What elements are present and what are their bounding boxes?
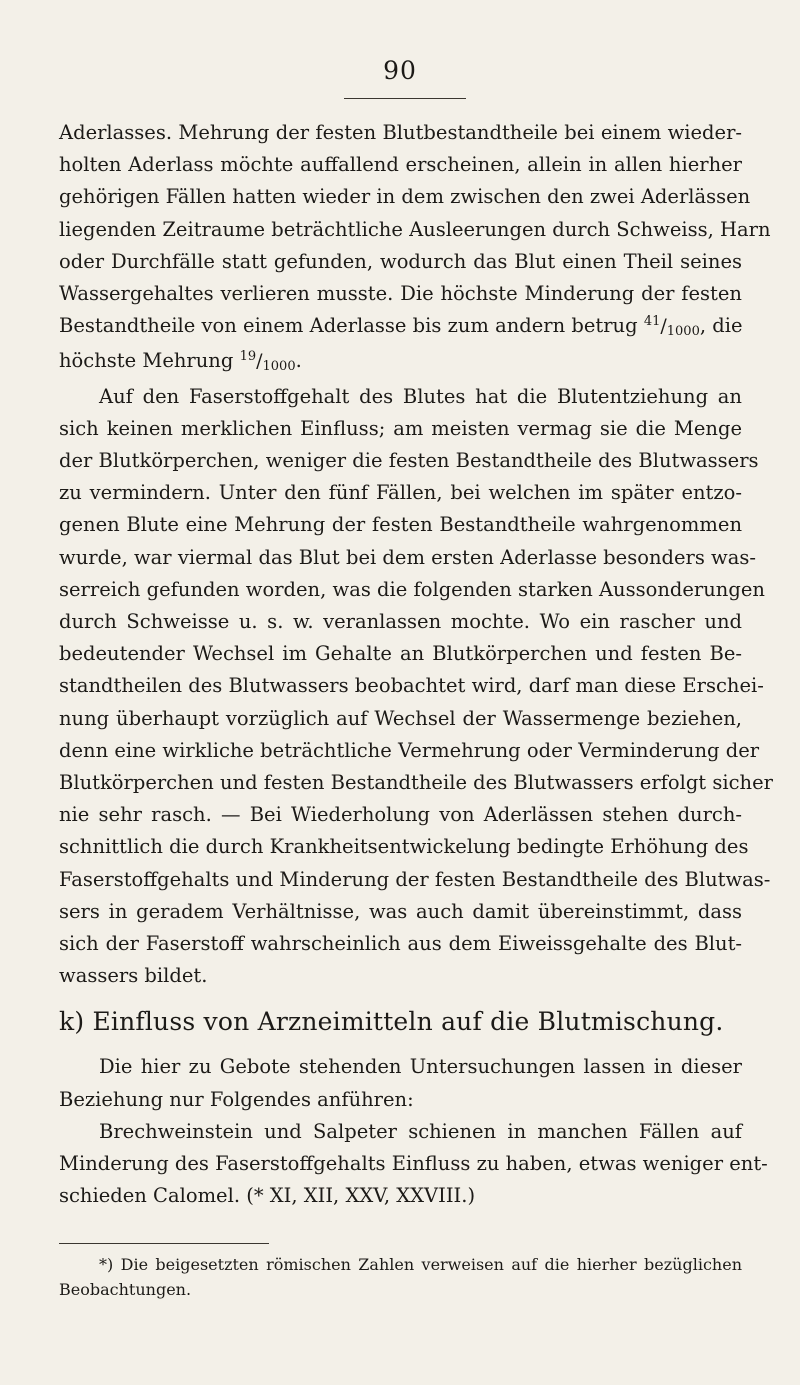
text-line: bedeutender Wechsel im Gehalte an Blutkörperchen und festen Be-: [59, 642, 742, 666]
text-line: gehörigen Fällen hatten wieder in dem zwischen den zwei Aderlässen: [59, 185, 751, 209]
text-line: oder Durchfälle statt gefunden, wodurch das Blut einen Theil seines: [59, 249, 742, 273]
paragraph-2: [59, 381, 773, 993]
text-line: liegenden Zeitraume beträchtliche Ausleerungen durch Schweiss, Harn: [59, 217, 771, 241]
text-line: genen Blute eine Mehrung der festen Bestandtheile wahrgenommen: [59, 513, 742, 537]
footnote-line: Beobachtungen.: [59, 1280, 192, 1299]
text-line: wassers bildet.: [59, 964, 208, 988]
line-text: Bestandtheile von einem Aderlasse bis zum andern betrug: [59, 314, 638, 338]
header-rule: [344, 98, 466, 99]
text-line: serreich gefunden worden, was die folgenden starken Aussonderungen: [59, 577, 765, 601]
text-line: standtheilen des Blutwassers beobachtet wird, darf man diese Erschei-: [59, 674, 764, 698]
text-line: denn eine wirkliche beträchtliche Vermehrung oder Verminderung der: [59, 738, 760, 762]
text-line: sers in geradem Verhältnisse, was auch damit übereinstimmt, dass: [59, 899, 742, 923]
paragraph-4: [59, 1116, 768, 1213]
page-number: 90: [383, 56, 417, 85]
text-line: nung überhaupt vorzüglich auf Wechsel der Wassermenge beziehen,: [59, 706, 742, 730]
fraction-numerator: 41: [643, 314, 661, 330]
text-line: Beziehung nur Folgendes anführen:: [59, 1087, 414, 1111]
text-line: holten Aderlass möchte auffallend erscheinen, allein in allen hierher: [59, 153, 742, 177]
fraction: 41/1000: [643, 314, 700, 340]
text-line: sich der Faserstoff wahrscheinlich aus dem Eiweissgehalte des Blut-: [59, 932, 742, 956]
line-tail: , die: [699, 314, 743, 338]
text-line: durch Schweisse u. s. w. veranlassen mochte. Wo ein rascher und: [59, 610, 742, 634]
text-line: Die hier zu Gebote stehenden Untersuchungen lassen in dieser: [99, 1055, 742, 1079]
text-line: Minderung des Faserstoffgehalts Einfluss zu haben, etwas weniger ent-: [59, 1152, 768, 1176]
fraction: 19/1000: [239, 349, 296, 375]
text-line: schnittlich die durch Krankheitsentwickelung bedingte Erhöhung des: [59, 835, 749, 859]
footnote: [59, 1252, 742, 1302]
text-line: nie sehr rasch. — Bei Wiederholung von Aderlässen stehen durch-: [59, 803, 742, 827]
text-line: [59, 345, 742, 380]
text-line: [59, 310, 742, 345]
paragraph-1: [59, 117, 771, 381]
text-line: sich keinen merklichen Einfluss; am meisten vermag sie die Menge: [59, 416, 742, 440]
footnote-line: *) Die beigesetzten römischen Zahlen verweisen auf die hierher bezüglichen: [99, 1255, 742, 1274]
footnote-rule: [59, 1243, 269, 1244]
text-line: Blutkörperchen und festen Bestandtheile des Blutwassers erfolgt sicher: [59, 771, 773, 795]
fraction-denominator: 1000: [666, 324, 700, 340]
line-text: höchste Mehrung: [59, 349, 234, 373]
section-heading: k) Einfluss von Arzneimitteln auf die Blutmischung.: [59, 1007, 724, 1037]
text-line: Aderlasses. Mehrung der festen Blutbestandtheile bei einem wieder-: [59, 121, 742, 144]
fraction-denominator: 1000: [262, 359, 296, 375]
line-tail: .: [295, 349, 302, 373]
text-line: schieden Calomel. (* XI, XII, XXV, XXVIII.): [59, 1184, 476, 1208]
text-line: wurde, war viermal das Blut bei dem ersten Aderlasse besonders was-: [59, 545, 756, 569]
text-line: zu vermindern. Unter den fünf Fällen, bei welchen im später entzo-: [59, 481, 742, 505]
text-line: der Blutkörperchen, weniger die festen Bestandtheile des Blutwassers: [59, 449, 759, 473]
paragraph-3: [59, 1051, 742, 1115]
text-line: Faserstoffgehalts und Minderung der festen Bestandtheile des Blutwas-: [59, 867, 771, 891]
fraction-numerator: 19: [239, 349, 257, 365]
body-text: [59, 117, 773, 1213]
text-line: Auf den Faserstoffgehalt des Blutes hat die Blutentziehung an: [99, 384, 742, 408]
text-line: Brechweinstein und Salpeter schienen in manchen Fällen auf: [99, 1119, 742, 1143]
text-line: Wassergehaltes verlieren musste. Die höchste Minderung der festen: [59, 282, 742, 306]
